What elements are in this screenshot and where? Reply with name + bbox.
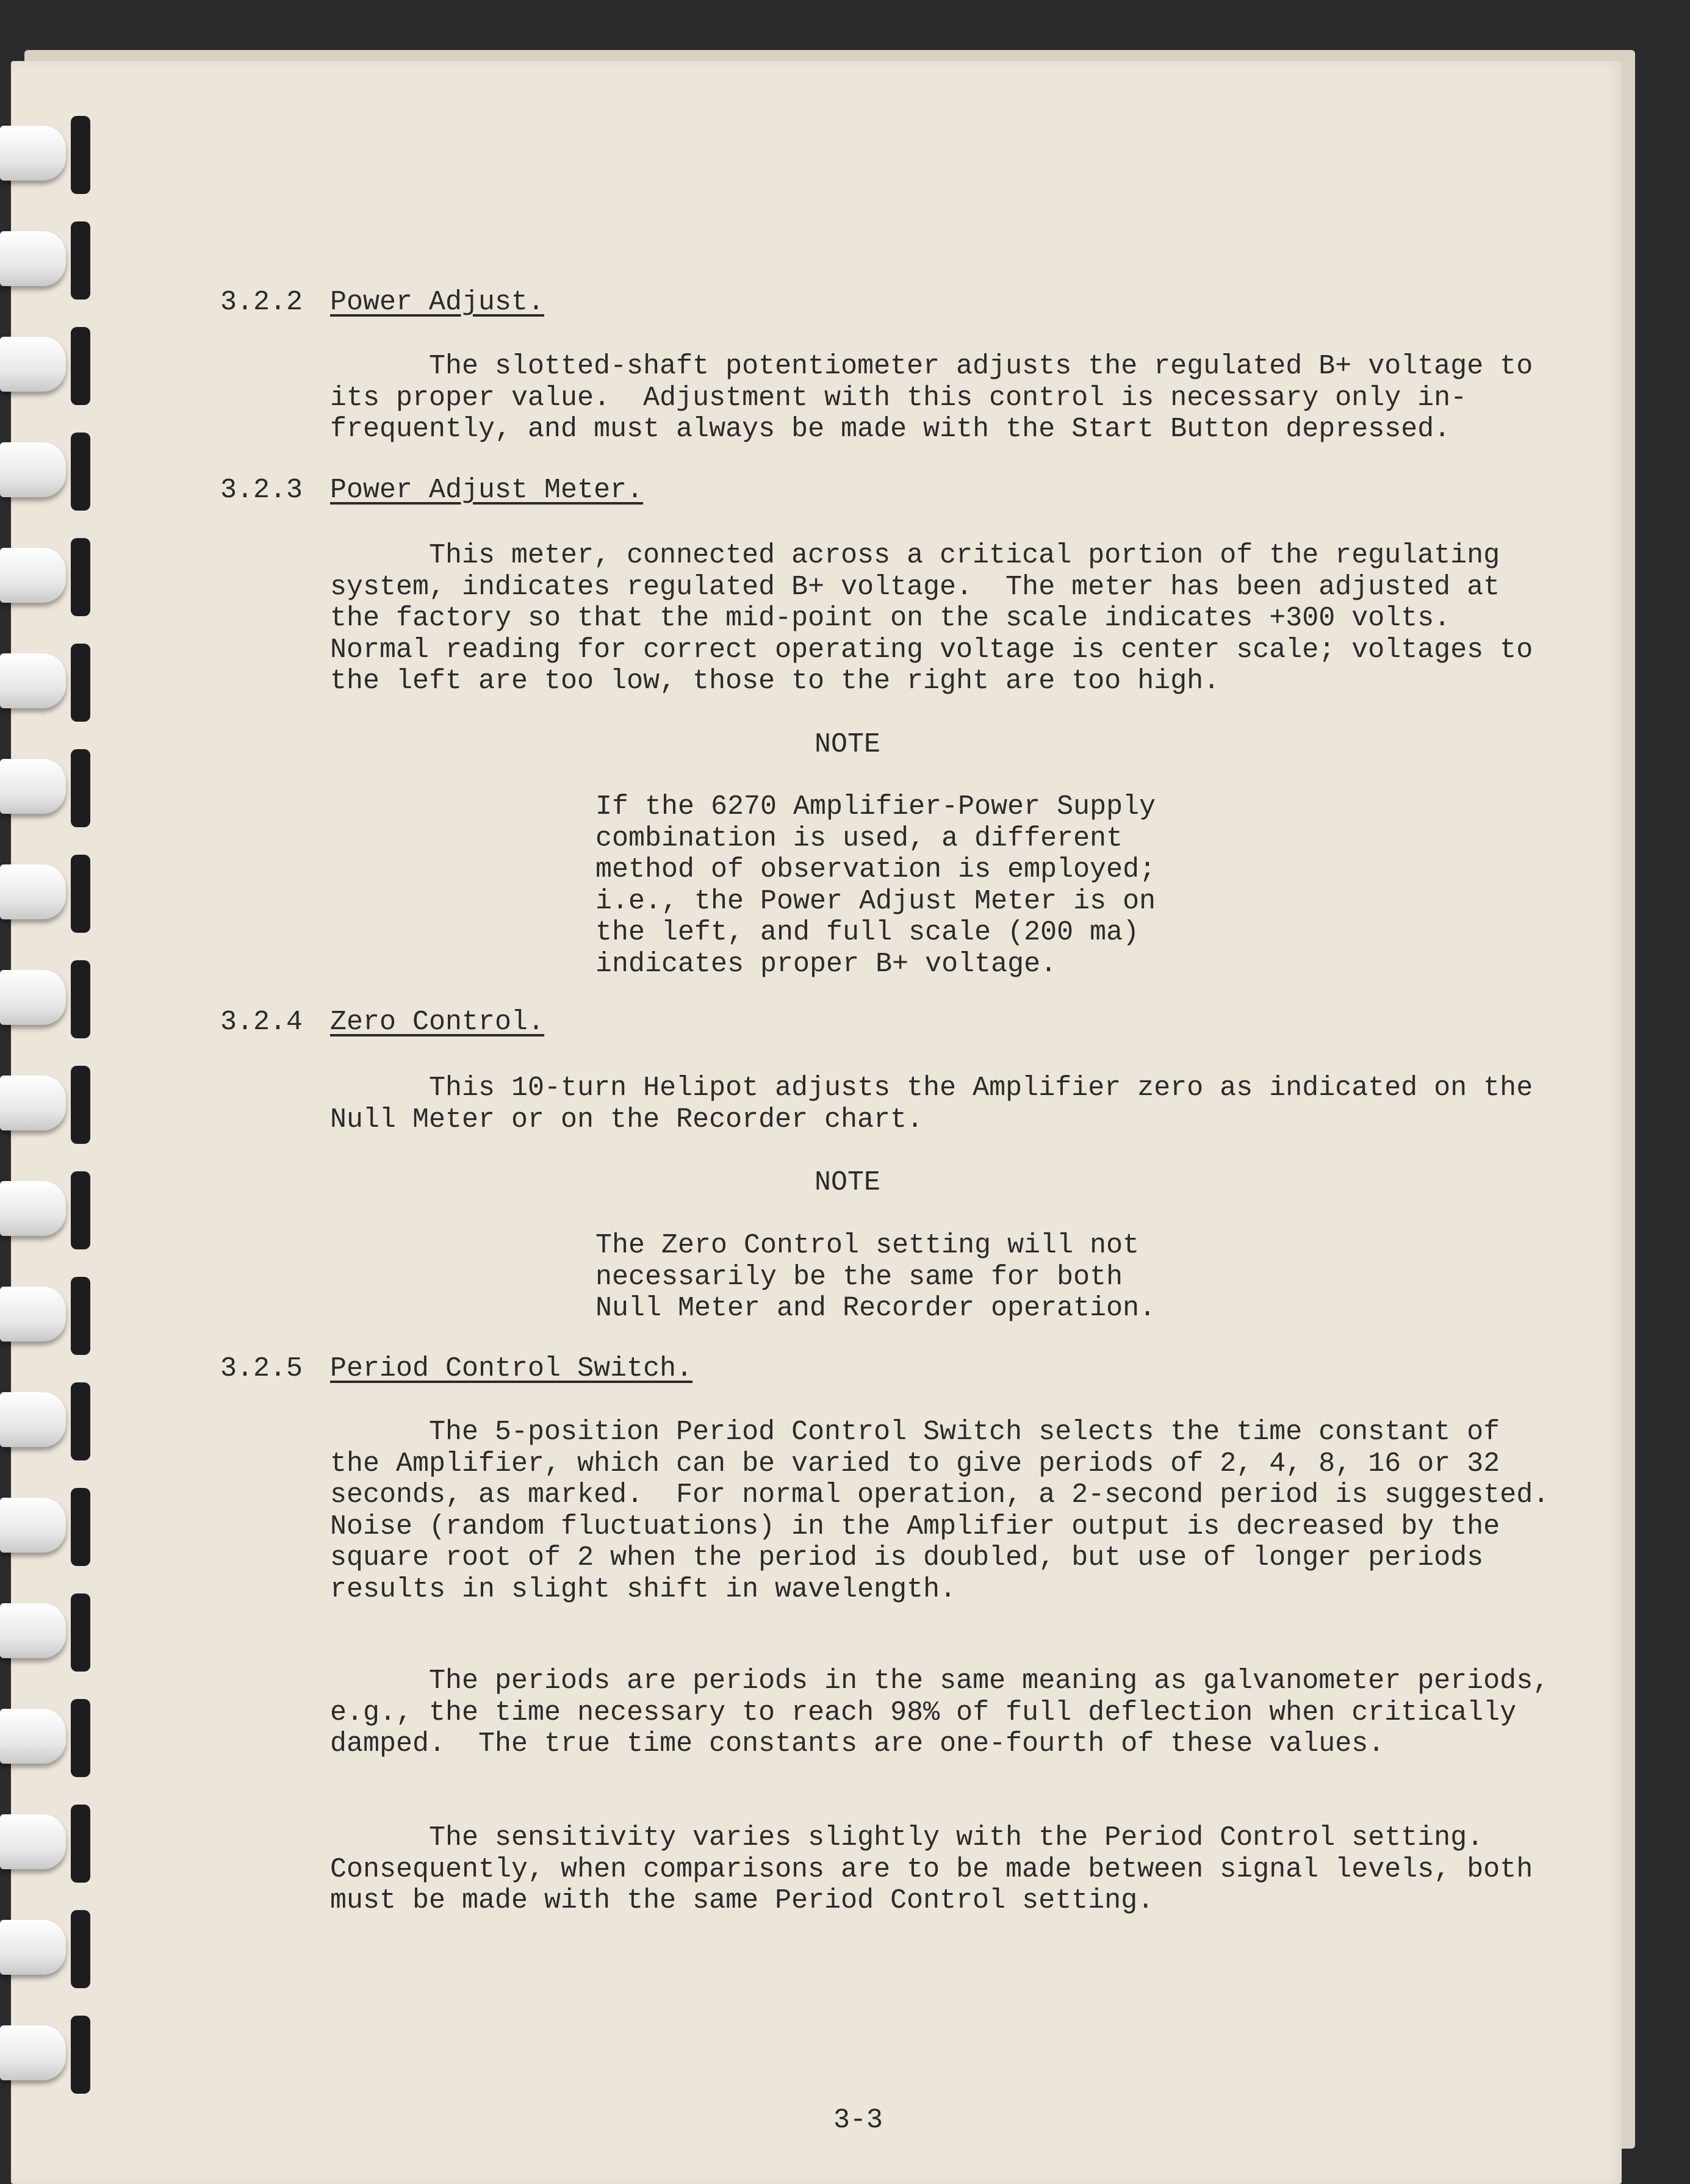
binding-ring [0,538,98,619]
text-line: system, indicates regulated B+ voltage. The meter has been adjusted at [330,571,1500,603]
note-line: If the 6270 Amplifier-Power Supply [595,791,1156,822]
paragraph [330,1417,1550,1605]
section-title: Power Adjust Meter. [330,475,644,506]
note-line: the left, and full scale (200 ma) [595,917,1140,948]
text-line: must be made with the same Period Control setting. [330,1885,1154,1916]
section-number: 3.2.3 [220,475,303,506]
text-line: the Amplifier, which can be varied to give periods of 2, 4, 8, 16 or 32 [330,1448,1500,1479]
section-number: 3.2.5 [220,1353,303,1384]
binding-ring [0,1382,98,1463]
section-title: Period Control Switch. [330,1353,693,1384]
text-line: results in slight shift in wavelength. [330,1573,957,1605]
binding-ring [0,644,98,724]
manual-page [11,61,1622,2184]
binding-ring [0,960,98,1041]
binding-ring [0,1488,98,1568]
text-line: seconds, as marked. For normal operation, a 2-second period is suggested. [330,1479,1550,1510]
note-heading: NOTE [814,729,881,760]
binding-ring [0,221,98,302]
page-number: 3-3 [833,2105,883,2136]
paragraph [330,1822,1533,1917]
text-line: The 5-position Period Control Switch selects the time constant of [330,1417,1500,1448]
text-line: damped. The true time constants are one-fourth of these values. [330,1728,1385,1759]
text-line: This 10-turn Helipot adjusts the Amplifier zero as indicated on the [330,1072,1533,1104]
binding-ring [0,116,98,196]
note-line: i.e., the Power Adjust Meter is on [595,885,1156,917]
section-title: Zero Control. [330,1007,545,1038]
binding-ring [0,1066,98,1146]
note-line: method of observation is employed; [595,854,1156,885]
text-line: square root of 2 when the period is doubled, but use of longer periods [330,1542,1484,1573]
binding-ring [0,749,98,830]
text-line: Noise (random fluctuations) in the Amplifier output is decreased by the [330,1510,1500,1542]
paragraph [330,351,1533,445]
text-line: its proper value. Adjustment with this control is necessary only in- [330,382,1467,414]
text-line: Consequently, when comparisons are to be made between signal levels, both [330,1853,1533,1885]
note-line: combination is used, a different [595,822,1123,854]
binding-ring [0,433,98,513]
paragraph [330,540,1533,697]
spiral-binding [0,116,101,2178]
binding-ring [0,1171,98,1252]
note-heading: NOTE [814,1167,881,1198]
text-line: the left are too low, those to the right are too high. [330,666,1220,697]
section-title: Power Adjust. [330,287,545,318]
section-number: 3.2.4 [220,1007,303,1038]
binding-ring [0,1277,98,1357]
binding-ring [0,1699,98,1780]
text-line: the factory so that the mid-point on the scale indicates +300 volts. [330,603,1451,634]
text-line: The periods are periods in the same meaning as galvanometer periods, [330,1665,1550,1697]
text-line: frequently, and must always be made with the Start Button depressed. [330,414,1451,445]
binding-ring [0,1805,98,1885]
note-line: The Zero Control setting will not [595,1230,1140,1261]
text-line: The slotted-shaft potentiometer adjusts the regulated B+ voltage to [330,351,1533,382]
text-line: Normal reading for correct operating voltage is center scale; voltages to [330,634,1533,666]
text-line: This meter, connected across a critical portion of the regulating [330,540,1500,571]
binding-ring [0,327,98,408]
binding-ring [0,2016,98,2096]
note-body [595,1230,1156,1324]
note-body [595,791,1156,980]
note-line: indicates proper B+ voltage. [595,948,1057,980]
binding-ring [0,1910,98,1991]
section-number: 3.2.2 [220,287,303,318]
text-line: e.g., the time necessary to reach 98% of full deflection when critically [330,1697,1517,1728]
page-content [11,61,1622,2184]
note-line: necessarily be the same for both [595,1261,1123,1293]
text-line: The sensitivity varies slightly with the Period Control setting. [330,1822,1484,1853]
binding-ring [0,855,98,935]
paragraph [330,1072,1533,1135]
text-line: Null Meter or on the Recorder chart. [330,1104,924,1135]
binding-ring [0,1593,98,1674]
note-line: Null Meter and Recorder operation. [595,1293,1156,1324]
paragraph [330,1665,1550,1760]
